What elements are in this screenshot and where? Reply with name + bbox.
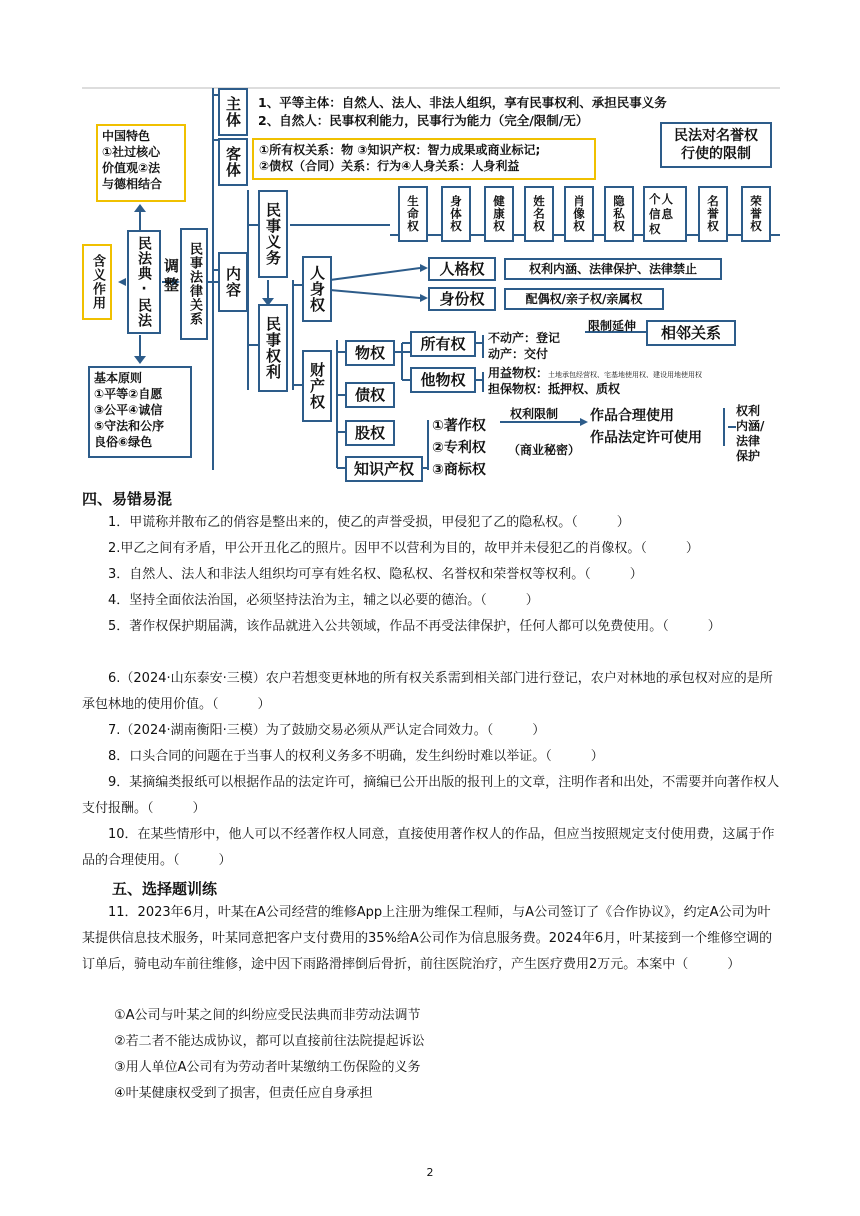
usufruct-detail: 土地承包经营权、宅基地使用权、建设用地使用权 bbox=[548, 371, 703, 379]
reputation-limit-box bbox=[660, 122, 772, 168]
option-2: ②若二者不能达成协议，都可以直接前往法院提起诉讼 bbox=[114, 1034, 425, 1049]
connotation-line-4: 保护 bbox=[736, 449, 761, 463]
principles-line-1: ①平等②自愿 bbox=[94, 387, 163, 401]
statutory-license-label: 作品法定许可使用 bbox=[590, 430, 702, 446]
copyright-label: ①著作权 bbox=[432, 418, 486, 434]
right-reputation: 名誉权 bbox=[698, 186, 728, 242]
connotation-line-3: 法律 bbox=[736, 434, 761, 448]
principles-line-3: ⑤守法和公序 bbox=[94, 419, 165, 433]
immovable-note: 不动产：登记 bbox=[488, 331, 561, 345]
reputation-limit-line-1: 民法对名誉权 bbox=[674, 128, 758, 144]
civil-obligation-box: 民事义务 bbox=[258, 190, 288, 278]
personality-right-note: 权利内涵、法律保护、法律禁止 bbox=[504, 258, 722, 280]
principles-line-2: ③公平④诚信 bbox=[94, 403, 163, 417]
item-6: 6.（2024·山东泰安·三模）农户若想变更林地的所有权关系需到相关部门进行登记，农户对林地的承包权对应的是所承包林地的使用价值。（ ） bbox=[82, 671, 773, 712]
usufruct-label: 用益物权： bbox=[488, 366, 549, 380]
object-detail-box bbox=[252, 138, 596, 180]
characteristics-line-3: 价值观②法 bbox=[102, 161, 161, 175]
identity-right-box: 身份权 bbox=[428, 287, 496, 311]
page-number: 2 bbox=[426, 1166, 434, 1179]
connotation-line-1: 权利 bbox=[736, 404, 761, 418]
subject-line-2: 2、自然人：民事权利能力，民事行为能力（完全/限制/无） bbox=[258, 113, 589, 128]
right-portrait: 肖像权 bbox=[564, 186, 594, 242]
right-personal-info: 个人信息权 bbox=[643, 186, 687, 242]
characteristics-line-1: 中国特色 bbox=[102, 129, 151, 143]
content-box: 内容 bbox=[218, 252, 248, 312]
subject-line-1: 1、平等主体：自然人、法人、非法人组织，享有民事权利、承担民事义务 bbox=[258, 95, 667, 110]
characteristics-line-4: 与德相结合 bbox=[102, 177, 163, 191]
right-name: 姓名权 bbox=[524, 186, 554, 242]
item-5: 5．著作权保护期届满，该作品就进入公共领域，作品不再受法律保护，任何人都可以免费使用。（ ） bbox=[108, 619, 721, 634]
civil-right-box: 民事权利 bbox=[258, 304, 288, 392]
reputation-limit-line-2: 行使的限制 bbox=[681, 146, 751, 162]
trademark-label: ③商标权 bbox=[432, 462, 486, 478]
object-line-2: ②债权（合同）关系：行为④人身关系：人身利益 bbox=[259, 159, 520, 173]
item-2: 2.甲乙之间有矛盾，甲公开丑化乙的照片。因甲不以营利为目的，故甲并未侵犯乙的肖像权。（ ） bbox=[108, 541, 699, 556]
mind-map-diagram bbox=[0, 0, 860, 478]
item-1: 1．甲谎称并散布乙的俏容是整出来的，使乙的声誉受损，甲侵犯了乙的隐私权。（ ） bbox=[108, 515, 630, 530]
item-9: 9．某摘编类报纸可以根据作品的法定许可，摘编已公开出版的报刊上的文章，注明作者和出处，不需要并向著作权人支付报酬。（ ） bbox=[82, 775, 780, 816]
fair-use-label: 作品合理使用 bbox=[590, 408, 674, 424]
chinese-characteristics-box bbox=[96, 124, 186, 202]
right-privacy: 隐私权 bbox=[604, 186, 634, 242]
right-life: 生命权 bbox=[398, 186, 428, 242]
item-4: 4．坚持全面依法治国，必须坚持法治为主，辅之以必要的德治。（ ） bbox=[108, 593, 539, 608]
connotation-label bbox=[736, 404, 764, 464]
option-4: ④叶某健康权受到了损害，但责任应自身承担 bbox=[114, 1086, 373, 1101]
right-body: 身体权 bbox=[441, 186, 471, 242]
other-real-right-box: 他物权 bbox=[410, 367, 476, 393]
restriction-extension: 限制延伸 bbox=[588, 319, 637, 333]
object-label: 客体 bbox=[218, 138, 248, 186]
item-10: 10．在某些情形中，他人可以不经著作权人同意，直接使用著作权人的作品，但应当按照规定支付使用费，这属于作品的合理使用。（ ） bbox=[82, 827, 775, 868]
security-note: 担保物权：抵押权、质权 bbox=[488, 382, 621, 396]
option-1: ①A公司与叶某之间的纠纷应受民法典而非劳动法调节 bbox=[114, 1008, 421, 1023]
subject-label: 主体 bbox=[218, 88, 248, 136]
identity-right-note: 配偶权/亲子权/亲属权 bbox=[504, 288, 664, 310]
characteristics-line-2: ①社过核心 bbox=[102, 145, 161, 159]
patent-label: ②专利权 bbox=[432, 440, 486, 456]
principles-line-4: 良俗⑥绿色 bbox=[94, 435, 153, 449]
movable-note: 动产：交付 bbox=[488, 347, 549, 361]
option-3: ③用人单位A公司有为劳动者叶某缴纳工伤保险的义务 bbox=[114, 1060, 421, 1075]
creditor-right-box: 债权 bbox=[345, 382, 395, 408]
right-honor: 荣誉权 bbox=[741, 186, 771, 242]
meaning-function-box: 含义作用 bbox=[82, 244, 112, 320]
neighbor-relation-box: 相邻关系 bbox=[646, 320, 736, 346]
personal-right-box: 人身权 bbox=[302, 256, 332, 322]
item-3: 3．自然人、法人和非法人组织均可享有姓名权、隐私权、名誉权和荣誉权等权利。（ ） bbox=[108, 567, 643, 582]
question-11: 11．2023年6月，叶某在A公司经营的维修App上注册为维保工程师，与A公司签订了《合作协议》，约定A公司为叶某提供信息技术服务，叶某同意把客户支付费用的35%给A公司作为信息服务费。2024年6月，叶某接到一个维修空调的订单后，骑电动车前往维修，途中因下雨路滑摔倒后骨折，前往医院治疗，产生医疗费用2万元。本案中（ ） bbox=[82, 905, 773, 972]
connotation-line-2: 内涵/ bbox=[736, 419, 765, 433]
item-7: 7.（2024·湖南衡阳·三模）为了鼓励交易必须从严认定合同效力。（ ） bbox=[108, 723, 546, 738]
property-right-box: 财产权 bbox=[302, 350, 332, 422]
object-line-1: ①所有权关系：物 ③知识产权：智力成果或商业标记; bbox=[259, 143, 541, 157]
adjust-label: 调整 bbox=[162, 258, 180, 296]
right-health: 健康权 bbox=[484, 186, 514, 242]
ownership-box: 所有权 bbox=[410, 331, 476, 357]
trade-secret-label: （商业秘密） bbox=[508, 443, 581, 457]
principles-title: 基本原则 bbox=[94, 371, 143, 385]
item-8: 8．口头合同的问题在于当事人的权利义务多不明确，发生纠纷时难以举证。（ ） bbox=[108, 749, 604, 764]
section-5-title: 五、选择题训练 bbox=[112, 880, 218, 898]
equity-right-box: 股权 bbox=[345, 420, 395, 446]
personality-right-box: 人格权 bbox=[428, 257, 496, 281]
civil-legal-relation-box: 民事法律关系 bbox=[180, 228, 208, 340]
section-4-title: 四、易错易混 bbox=[82, 490, 173, 508]
right-restriction-label: 权利限制 bbox=[510, 407, 559, 421]
basic-principles-box bbox=[88, 366, 192, 458]
ip-right-box: 知识产权 bbox=[345, 456, 423, 482]
real-right-box: 物权 bbox=[345, 340, 395, 366]
civil-code-box: 民法典·民法 bbox=[127, 230, 161, 334]
